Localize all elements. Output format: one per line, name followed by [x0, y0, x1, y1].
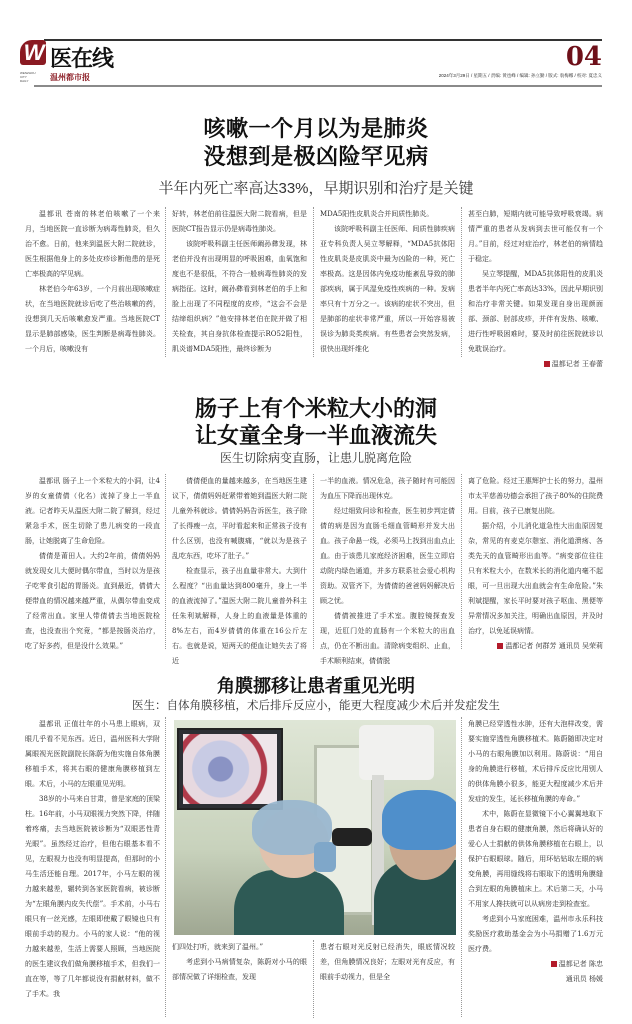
logo-subtext: WENZHOU CITY DAILY	[20, 71, 36, 83]
column-divider	[313, 940, 314, 1018]
surgeon-2-cap	[382, 790, 456, 850]
headline-line-2: 让女童全身一半血液流失	[194, 423, 437, 449]
article1-column-4	[468, 207, 603, 372]
article1-headline	[0, 115, 632, 171]
article2-subheadline: 医生切除病变直肠，让患儿脱离危险	[219, 451, 412, 465]
paragraph: 们四处打听，就来到了温州。”	[172, 943, 264, 951]
masthead-bottom-rule	[34, 85, 602, 87]
paragraph: 经过细致问诊和检查，医生初步判定倩倩的病是因为直肠毛细血管畸形并发大出血。孩子命悬一线，必须马上找到出血点止血。由于该患儿家庭经济困难，医生立即启动院内绿色通道，并多方联系社会爱心机构资助。双管齐下，为倩倩的爸爸妈妈解决后顾之忧。	[320, 507, 455, 605]
article1-column-3	[320, 207, 455, 357]
byline-marker-icon	[544, 361, 550, 367]
paragraph: 据介绍，小儿消化道急性大出血原因复杂，常见的有麦克尔憩室、消化道溃疡、各类先天的血管畸形出血等。“病变部位往往只有米粒大小，在数米长的消化道内毫不起眼，可一旦出现大出血就会有生命危险。”朱利斌提醒，家长平时要对孩子呕血、黑便等异常情况多加关注，明确出血原因，并及时治疗，以免延误病情。	[468, 522, 603, 635]
article2-column-2	[172, 474, 307, 669]
paragraph: 倩倩是莆田人。大约2年前，倩倩妈妈就发现女儿大便时偶尔带血，当时以为是孩子吃零食引起的胃肠炎。直到最近，倩倩大便带血的情况越来越严重，从偶尔带血变成了经常出血。家里人带倩倩去当地医院检查，也没查出个究竟，“都是按肠炎治疗，吃了好多药，但是没什么效果。”	[25, 552, 160, 650]
paragraph: 离了危险。经过王惠辉护士长的努力，温州市太平慈善功德会承担了孩子80%的住院费用。目前，孩子已康复出院。	[468, 477, 603, 515]
paragraph: 倩倩便血的量越来越多，在当地医生建议下，倩倩妈妈赶紧带着她到温医大附二院儿童外科就诊。倩倩妈妈告诉医生，孩子除了长得瘦一点，平时看起来和正常孩子没有什么区别，也没有喊腹痛，“就以为是孩子乱吃东西，吃坏了肚子。”	[172, 477, 307, 560]
surgeon-1	[234, 870, 344, 935]
article3-column-1	[25, 717, 160, 1002]
article1-column-1	[25, 207, 160, 357]
headline-line-2: 没想到是极凶险罕见病	[203, 144, 429, 170]
column-divider	[313, 474, 314, 649]
paragraph: 温都讯 苍南的林老伯咳嗽了一个来月，当地医院一直诊断为病毒性肺炎，但久治不愈。日前，他来到温医大附二院就诊，医生根据他身上的多处皮疹诊断他患的是死亡率极高的罕见病。	[25, 210, 160, 278]
article3-byline-2: 通讯员 杨媛	[565, 975, 603, 983]
column-divider	[461, 717, 462, 1017]
headline-line-1: 咳嗽一个月以为是肺炎	[203, 116, 429, 142]
paragraph: 患者右眼对光反射已经消失，眼底情况较差，但角膜情况良好；左眼对光有反应，有眼前手动视力，但是全	[320, 943, 455, 981]
byline-text: 温都记者 陈忠	[558, 960, 603, 968]
masthead-top-rule	[44, 39, 602, 41]
paragraph: 林老伯今年63岁，一个月前出现咳嗽症状，在当地医院就诊后吃了些治咳嗽的药，没想到几天后咳嗽愈发严重。当地医院CT显示是肺部感染，医生判断是病毒性肺炎。一个月后，咳嗽没有	[25, 285, 160, 353]
surgical-microscope	[359, 725, 434, 780]
article2-column-3	[320, 474, 455, 669]
monitor	[177, 728, 283, 810]
article2-headline	[0, 396, 632, 450]
paragraph: 该院呼吸科副主任医师阚孙彝发现，林老伯并没有出现明显的呼吸困难，血氧饱和度也不是很低，不符合一般病毒性肺炎的发病指征。这时，阚孙彝看到林老伯的手上和脸上出现了不同程度的皮疹，“这会不会是结缔组织病？”他安排林老伯在院并做了相关检查，其自身抗体检查提示RO52阳性，肌炎谱MDA5阳性，最终诊断为	[172, 240, 307, 353]
article2-byline	[468, 639, 603, 654]
column-divider	[165, 207, 166, 357]
column-divider	[165, 717, 166, 1017]
article2-column-1	[25, 474, 160, 654]
byline-text: 温都记者 何群芳 通讯员 吴荣莉	[505, 642, 603, 650]
paragraph: 检查显示，孩子出血量非常大。大到什么程度？“出血量达到800毫升，身上一半的血液流掉了。”温医大附二院儿童普外科主任朱利斌解释，人身上的血液量是体重的8%左右，而4岁倩倩的体重在16公斤左右。也就是说，短两天的便血让她失去了将近	[172, 567, 307, 665]
surgery-photo	[174, 720, 456, 935]
paper-name: 温州都市报	[50, 72, 90, 82]
paragraph: 温都讯 正值壮年的小马患上眼病，双眼几乎看不见东西。近日，温州医科大学附属眼视光医院副院长陈蔚为他实施自体角膜移植手术，将其右眼的健康角膜移植到左眼。术后，小马的左眼重见光明。	[25, 720, 160, 788]
edition-credits: 2024年3月29日 / 星期五 / 责编: 黄也峰 / 编辑: 孙立勤 / 版式: 翁梅娜 / 校对: 夏忠义	[438, 73, 602, 78]
paragraph: 考虑到小马病情复杂，陈蔚对小马的眼部情况做了详细检查，发现	[172, 958, 307, 981]
paragraph: 一半的血液。情况危急，孩子随时有可能因为血压下降而出现休克。	[320, 477, 455, 500]
article1-byline	[468, 357, 603, 372]
headline-line-1: 肠子上有个米粒大小的洞	[194, 396, 437, 422]
paragraph: 38岁的小马来自甘肃，曾是家庭的顶梁柱。16年前，小马双眼视力突然下降，伴随着疼痛，去当地医院被诊断为“双眼恶性青光眼”。虽然经过治疗，但他右眼基本看不见，左眼视力也没有明显提高，但那时的小马生活还能自理。2017年，小马左眼的视力越来越差，辗转到各家医院看病，被诊断为“左眼角膜内皮失代偿”。手术前，小马右眼只有一丝光感，左眼即使戴了眼镜也只有眼前手动的视力。小马的家人说：“他的视力越来越差，生活上需要人照顾，当地医院的医生建议我们做角膜移植手术，但我们一直在等，等了几年都说没有捐献材料，做不了手术。我	[25, 795, 160, 998]
article3-column-3	[320, 940, 455, 985]
article3-column-4	[468, 717, 603, 987]
masthead	[20, 36, 602, 88]
paragraph: 好转，林老伯前往温医大附二院看病，但是医院CT报告显示仍是病毒性肺炎。	[172, 210, 307, 233]
paragraph: 吴立琴提醒，MDA5抗体阳性的皮肌炎患者半年内死亡率高达33%，因此早期识别和治疗非常关键。如果发现自身出现颜面部、颈部、肘部皮疹，并伴有发热、咳嗽、进行性呼吸困难时，要及时前往医院就诊以免耽误治疗。	[468, 270, 603, 353]
column-divider	[313, 207, 314, 357]
article1-subheadline: 半年内死亡率高达33%，早期识别和治疗是关键	[158, 180, 474, 197]
article3-column-2	[172, 940, 307, 985]
paragraph: 考虑到小马家庭困难，温州市永乐科技奖励医疗救助基金会为小马捐赠了1.6万元医疗费。	[468, 915, 603, 953]
paragraph: 角膜已经穿透性水肿，还有大泡样改变，需要实施穿透性角膜移植术。陈蔚随即决定对小马的右眼角膜加以利用。陈蔚说：“用自身的角膜进行移植，术后排斥反应比用别人的供体角膜小很多，能更大程度减少术后并发症的发生，延长移植角膜的寿命。”	[468, 720, 603, 803]
column-divider	[461, 474, 462, 649]
article1-column-2	[172, 207, 307, 357]
paragraph: 倩倩被推进了手术室。腹腔镜探查发现，近肛门处的直肠有一个米粒大的出血点，仍在不断出血。清除病变组织、止血，手术顺利结束，倩倩脱	[320, 612, 455, 665]
paragraph: 温都讯 肠子上一个米粒大的小洞，让4岁的女童倩倩（化名）流掉了身上一半血液。记者昨天从温医大附二院了解到，经过紧急手术，医生切除了患儿病变的一段直肠，让她脱离了生命危险。	[25, 477, 160, 545]
paragraph: 甚至白肺，短期内就可能导致呼吸衰竭。病情严重的患者从发病到去世可能仅有一个月。”目前，经过对症治疗，林老伯的病情趋于稳定。	[468, 210, 603, 263]
page-number: 04	[565, 42, 602, 72]
paragraph: 该院呼吸科副主任医师、间质性肺疾病亚专科负责人吴立琴解释，“MDA5抗体阳性皮肌炎是皮肌炎中最为凶险的一种，死亡率极高。这是因体内免疫功能紊乱导致的肺部疾病，属于风湿免疫性疾病的一种。发病率只有十万分之一。该病的症状不突出，但是肺部的症状非常严重，所以一开始容易被误诊为肺炎类疾病。有些患者会突然发病，很快出现纤维化	[320, 225, 455, 353]
paragraph: 术中，陈蔚在显微镜下小心翼翼地取下患者自身右眼的健康角膜，然后将确认好的爱心人士捐献的供体角膜移植在右眼上，以保护右眼眼球。随后，用环钻钻取左眼的病变角膜，再用缝线将右眼取下的透明角膜缝合到左眼的角膜植床上。术后第二天，小马不用家人搀扶就可以从病房走到检查室。	[468, 810, 603, 908]
paragraph: MDA5阳性皮肌炎合并间质性肺炎。	[320, 210, 434, 218]
column-divider	[165, 474, 166, 649]
byline-text: 温都记者 王春蕾	[551, 360, 603, 368]
section-title: 医在线	[50, 46, 114, 72]
article3-subheadline: 医生：自体角膜移植，术后排斥反应小，能更大程度减少术后并发症发生	[132, 700, 500, 712]
surgeon-1-mask	[314, 842, 336, 872]
byline-marker-icon	[497, 643, 503, 649]
article2-column-4	[468, 474, 603, 654]
byline-marker-icon	[551, 961, 557, 967]
eye-closeup-screen	[183, 734, 277, 804]
newspaper-logo-icon: W	[20, 40, 46, 65]
article3-byline	[468, 957, 603, 972]
microscope-eyepiece	[332, 828, 372, 846]
article3-headline: 角膜挪移让患者重见光明	[217, 676, 415, 697]
column-divider	[461, 207, 462, 357]
